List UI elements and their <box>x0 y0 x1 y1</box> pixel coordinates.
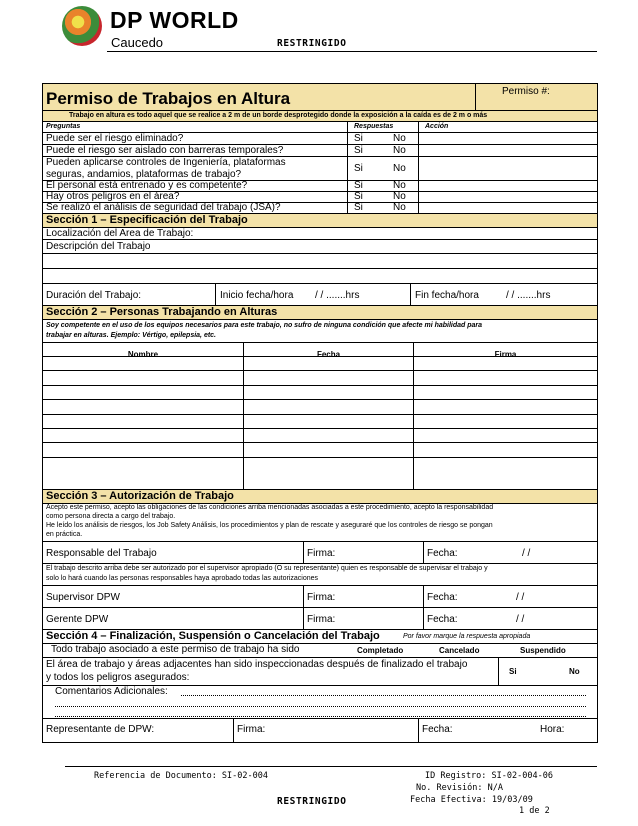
worker-signature-cell[interactable] <box>413 400 597 413</box>
manager-date-field[interactable] <box>423 608 597 629</box>
work-description-line[interactable] <box>43 254 597 269</box>
completed-option[interactable]: Completado <box>357 646 404 655</box>
definition-row <box>43 111 597 122</box>
footer-divider <box>65 766 597 767</box>
work-description-label: Descripción del Trabajo <box>46 241 151 252</box>
classification-top: RESTRINGIDO <box>277 38 347 49</box>
acceptance-line1: Acepto este permiso, acepto las obligaciones de las condiciones arriba mencionadas asociadas a este procedimiento, acepto la responsabilidad <box>46 504 494 511</box>
start-format: / / .......hrs <box>315 290 360 301</box>
answer-no[interactable]: No <box>393 145 406 156</box>
definition-text: Trabajo en altura es todo aquel que se realice a 2 m de un borde desprotegido donde la exposición a la caída es de 2 m o más <box>69 112 488 119</box>
end-datetime-field[interactable] <box>410 284 597 305</box>
action-field[interactable] <box>418 181 597 191</box>
action-field[interactable] <box>418 203 597 213</box>
worker-row <box>43 357 597 371</box>
worker-signature-cell[interactable] <box>413 357 597 370</box>
representative-signature-label: Firma: <box>237 724 266 735</box>
date-format: / / <box>516 614 525 625</box>
worker-signature-cell[interactable] <box>413 386 597 399</box>
representative-row <box>43 719 597 742</box>
end-label: Fin fecha/hora <box>415 290 479 301</box>
worker-row <box>43 458 597 490</box>
section1-title: Sección 1 – Especificación del Trabajo <box>46 214 248 226</box>
section1-header <box>43 214 597 228</box>
acceptance-text <box>43 504 597 542</box>
acceptance-line3: He leído los análisis de riesgos, los Job Safety Análisis, los procedimientos y plan de rescate y aseguraré que los controles de riesgo se pongan <box>46 522 493 529</box>
cancelled-option[interactable]: Cancelado <box>439 646 480 655</box>
representative-date-label: Fecha: <box>422 724 453 735</box>
question-row <box>43 157 597 181</box>
answer-yes[interactable]: Si <box>354 181 363 191</box>
date-label: Fecha: <box>427 592 458 603</box>
worker-date-cell[interactable] <box>243 458 413 489</box>
answer-field[interactable] <box>347 157 418 180</box>
question-row <box>43 145 597 157</box>
answer-field[interactable] <box>347 145 418 156</box>
question-row <box>43 203 597 214</box>
worker-signature-cell[interactable] <box>413 458 597 489</box>
statement-line2: trabajar en alturas. Ejemplo: Vértigo, epilepsia, etc. <box>46 332 216 339</box>
worker-date-cell[interactable] <box>243 371 413 384</box>
revision-number: No. Revisión: N/A <box>416 783 503 793</box>
worker-row <box>43 429 597 443</box>
question-text: Hay otros peligros en el área? <box>46 192 180 202</box>
answer-field[interactable] <box>347 192 418 202</box>
supervisor-row <box>43 586 597 608</box>
action-field[interactable] <box>418 145 597 156</box>
dp-world-globe-logo <box>62 6 102 46</box>
comments-line <box>55 706 586 707</box>
signature-label: Firma: <box>307 592 336 603</box>
action-field[interactable] <box>418 157 597 180</box>
supervisor-label: Supervisor DPW <box>46 592 120 603</box>
questions-header <box>43 122 597 133</box>
authorization-line2: solo lo hará cuando las personas responsables haya aprobado todas las autorizaciones <box>46 575 319 582</box>
responsible-label: Responsable del Trabajo <box>46 548 157 559</box>
answer-no[interactable]: No <box>393 192 406 202</box>
comments-label: Comentarios Adicionales: <box>55 686 168 697</box>
question-text-line1: Pueden aplicarse controles de Ingeniería, plataformas <box>46 157 286 168</box>
page-number: 1 de 2 <box>519 806 550 816</box>
worker-row <box>43 400 597 414</box>
permit-form <box>42 83 598 743</box>
brand-subname: Caucedo <box>111 35 164 50</box>
comments-line <box>55 716 586 717</box>
worker-date-cell[interactable] <box>243 386 413 399</box>
worker-name-cell[interactable] <box>43 386 243 399</box>
answer-yes[interactable]: Si <box>354 203 363 213</box>
question-text-line2: seguras, andamios, plataformas de trabajo? <box>46 169 242 180</box>
worker-name-cell[interactable] <box>43 400 243 413</box>
col-date: Fecha <box>316 350 341 356</box>
responsible-date-field[interactable] <box>423 542 597 563</box>
answer-no[interactable]: No <box>393 181 406 191</box>
suspended-option[interactable]: Suspendido <box>520 646 566 655</box>
worker-row <box>43 443 597 457</box>
answer-no[interactable]: No <box>393 203 406 213</box>
section4-hint: Por favor marque la respuesta apropiada <box>403 633 531 640</box>
start-datetime-field[interactable] <box>215 284 410 305</box>
section3-title: Sección 3 – Autorización de Trabajo <box>46 490 234 502</box>
classification-bottom: RESTRINGIDO <box>277 796 347 807</box>
worker-row <box>43 415 597 429</box>
responsible-row <box>43 542 597 564</box>
answer-no[interactable]: No <box>393 133 406 144</box>
worker-name-cell[interactable] <box>43 357 243 370</box>
worker-name-cell[interactable] <box>43 415 243 428</box>
responsible-signature-field[interactable] <box>303 542 423 563</box>
supervisor-signature-field[interactable] <box>303 586 423 607</box>
document-reference: Referencia de Documento: SI-02-004 <box>94 771 268 781</box>
question-text: El personal está entrenado y es competente? <box>46 181 248 191</box>
worker-date-cell[interactable] <box>243 400 413 413</box>
signature-label: Firma: <box>307 548 336 559</box>
permit-number-field[interactable] <box>475 84 597 110</box>
worker-date-cell[interactable] <box>243 429 413 442</box>
date-label: Fecha: <box>427 548 458 559</box>
completion-status-row <box>43 644 597 658</box>
representative-label: Representante de DPW: <box>46 724 155 735</box>
inspection-yes[interactable]: Si <box>509 667 517 676</box>
question-row <box>43 133 597 145</box>
worker-signature-cell[interactable] <box>413 443 597 456</box>
duration-label: Duración del Trabajo: <box>46 290 142 301</box>
inspection-line2: y todos los peligros asegurados: <box>46 672 190 683</box>
section4-header <box>43 630 597 644</box>
question-row <box>43 192 597 203</box>
start-label: Inicio fecha/hora <box>220 290 294 301</box>
question-row <box>43 181 597 192</box>
action-field[interactable] <box>418 192 597 202</box>
section4-title: Sección 4 – Finalización, Suspensión o Cancelación del Trabajo <box>46 630 380 642</box>
question-text: Se realizó el análisis de seguridad del trabajo (JSA)? <box>46 203 281 213</box>
answer-field[interactable] <box>347 181 418 191</box>
representative-time-label: Hora: <box>540 724 565 735</box>
section2-title: Sección 2 – Personas Trabajando en Alturas <box>46 306 278 318</box>
worker-date-cell[interactable] <box>243 443 413 456</box>
representative-datetime-field[interactable] <box>418 719 597 742</box>
worker-row <box>43 371 597 385</box>
comments-field[interactable] <box>43 686 597 719</box>
answer-yes[interactable]: Si <box>354 145 363 156</box>
title-row <box>43 84 597 111</box>
col-signature: Firma <box>494 350 517 356</box>
comments-line <box>181 695 586 696</box>
worker-name-cell[interactable] <box>43 458 243 489</box>
manager-signature-field[interactable] <box>303 608 423 629</box>
worker-date-cell[interactable] <box>243 415 413 428</box>
date-format: / / <box>522 548 531 559</box>
manager-row <box>43 608 597 630</box>
answer-field[interactable] <box>347 133 418 144</box>
worker-signature-cell[interactable] <box>413 415 597 428</box>
answers-col-header: Respuestas <box>354 123 394 130</box>
questions-col-header: Preguntas <box>46 123 81 130</box>
authorization-line1: El trabajo descrito arriba debe ser autorizado por el supervisor apropiado (O su representante) quien es responsable de supervisar el trabajo y <box>46 565 488 572</box>
competence-statement <box>43 320 597 343</box>
answer-field[interactable] <box>347 203 418 213</box>
date-format: / / <box>516 592 525 603</box>
work-location-field[interactable] <box>43 228 597 240</box>
section3-header <box>43 490 597 504</box>
acceptance-line4: en práctica. <box>46 531 83 538</box>
answer-yes[interactable]: Si <box>354 163 363 174</box>
effective-date: Fecha Efectiva: 19/03/09 <box>410 795 533 805</box>
action-field[interactable] <box>418 133 597 144</box>
authorization-text <box>43 564 597 586</box>
col-name: Nombre <box>127 350 159 356</box>
inspection-row <box>43 658 597 686</box>
work-description-field[interactable] <box>43 240 597 254</box>
inspection-answer-field[interactable] <box>498 658 597 685</box>
work-location-label: Localización del Area de Trabajo: <box>46 228 194 239</box>
worker-date-cell[interactable] <box>243 357 413 370</box>
signature-label: Firma: <box>307 614 336 625</box>
section2-header <box>43 306 597 320</box>
form-title: Permiso de Trabajos en Altura <box>46 89 291 108</box>
answer-no[interactable]: No <box>393 163 406 174</box>
worker-row <box>43 386 597 400</box>
permit-number-label: Permiso #: <box>502 86 550 97</box>
work-description-line[interactable] <box>43 269 597 284</box>
representative-signature-field[interactable] <box>233 719 418 742</box>
statement-line1: Soy competente en el uso de los equipos necesarios para este trabajo, no sufro de ninguna condición que afecte mi habilidad para <box>46 322 483 329</box>
completion-status-label: Todo trabajo asociado a este permiso de trabajo ha sido <box>51 644 300 655</box>
record-id: ID Registro: SI-02-004-06 <box>425 771 553 781</box>
duration-row <box>43 284 597 306</box>
worker-name-cell[interactable] <box>43 429 243 442</box>
inspection-no[interactable]: No <box>569 667 580 676</box>
manager-label: Gerente DPW <box>46 614 109 625</box>
worker-name-cell[interactable] <box>43 371 243 384</box>
inspection-line1: El área de trabajo y áreas adjacentes han sido inspeccionadas después de finalizado el trabajo <box>46 659 468 670</box>
action-col-header: Acción <box>425 123 449 130</box>
date-label: Fecha: <box>427 614 458 625</box>
duration-field[interactable] <box>43 284 215 305</box>
question-text: Puede ser el riesgo eliminado? <box>46 133 184 144</box>
question-text: Puede el riesgo ser aislado con barreras temporales? <box>46 145 284 156</box>
brand-name: DP WORLD <box>110 7 239 33</box>
worker-signature-cell[interactable] <box>413 371 597 384</box>
answer-yes[interactable]: Si <box>354 133 363 144</box>
acceptance-line2: como persona directa a cargo del trabajo. <box>46 513 176 520</box>
supervisor-date-field[interactable] <box>423 586 597 607</box>
worker-name-cell[interactable] <box>43 443 243 456</box>
workers-table-header <box>43 343 597 357</box>
answer-yes[interactable]: Si <box>354 192 363 202</box>
worker-signature-cell[interactable] <box>413 429 597 442</box>
end-format: / / .......hrs <box>506 290 551 301</box>
header-divider <box>107 51 597 52</box>
